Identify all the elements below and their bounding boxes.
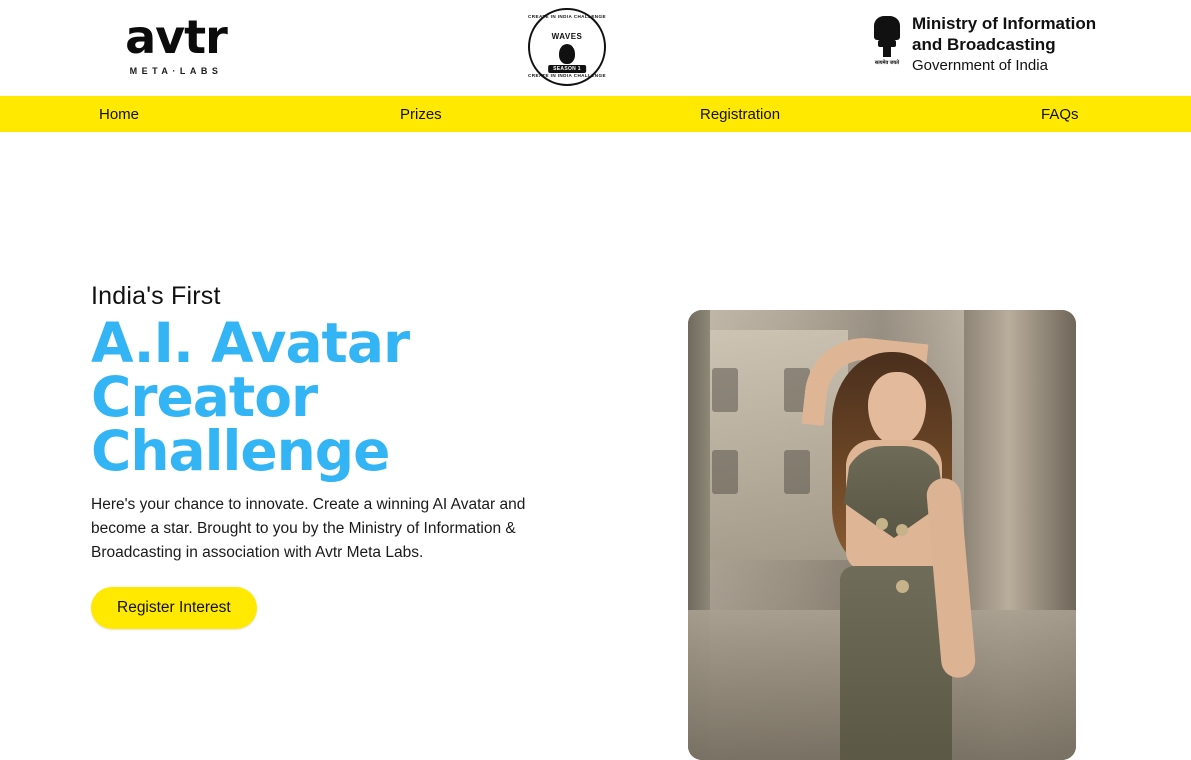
nav-item-home[interactable]: Home	[99, 105, 140, 123]
hero-image	[688, 310, 1076, 760]
avtr-wordmark: avtr	[125, 10, 227, 64]
waves-emblem-icon	[559, 44, 575, 64]
avtr-logo[interactable]	[86, 10, 266, 76]
waves-arc-top-text: CREATE IN INDIA CHALLENGE	[528, 14, 606, 19]
hero-headline-line-2: Creator Challenge	[91, 364, 390, 483]
ministry-line-3: Government of India	[912, 57, 1048, 75]
ministry-line-1: Ministry of Information	[912, 14, 1097, 33]
emblem-motto: सत्यमेव जयते	[874, 60, 900, 66]
nav-item-prizes[interactable]: Prizes	[400, 105, 442, 123]
hero-copy	[91, 282, 611, 629]
hero-headline	[91, 311, 611, 483]
main-navigation	[0, 96, 1191, 132]
hero-eyebrow: India's First	[91, 282, 221, 310]
national-emblem-icon	[872, 14, 902, 66]
site-header	[0, 0, 1191, 96]
register-interest-button[interactable]: Register Interest	[91, 587, 257, 629]
nav-item-faqs[interactable]: FAQs	[1041, 105, 1079, 123]
ministry-block	[872, 14, 1096, 76]
model-figure	[784, 328, 994, 760]
avtr-tagline: META·LABS	[129, 66, 223, 76]
waves-season-badge: SEASON 1	[548, 65, 586, 73]
waves-arc-bottom-text: CREATE IN INDIA CHALLENGE	[528, 73, 606, 79]
hero-section	[0, 132, 1191, 637]
ministry-text	[912, 14, 1096, 76]
nav-item-registration[interactable]: Registration	[700, 105, 781, 123]
waves-logo	[528, 8, 606, 86]
hero-headline-line-1: A.I. Avatar	[91, 311, 410, 375]
waves-name: WAVES	[551, 32, 583, 41]
ministry-line-2: and Broadcasting	[912, 34, 1056, 54]
hero-subcopy: Here's your chance to innovate. Create a winning AI Avatar and become a star. Brought to you by the Ministry of Information & Broadcasting in association with Avtr Meta Labs.	[91, 495, 526, 561]
